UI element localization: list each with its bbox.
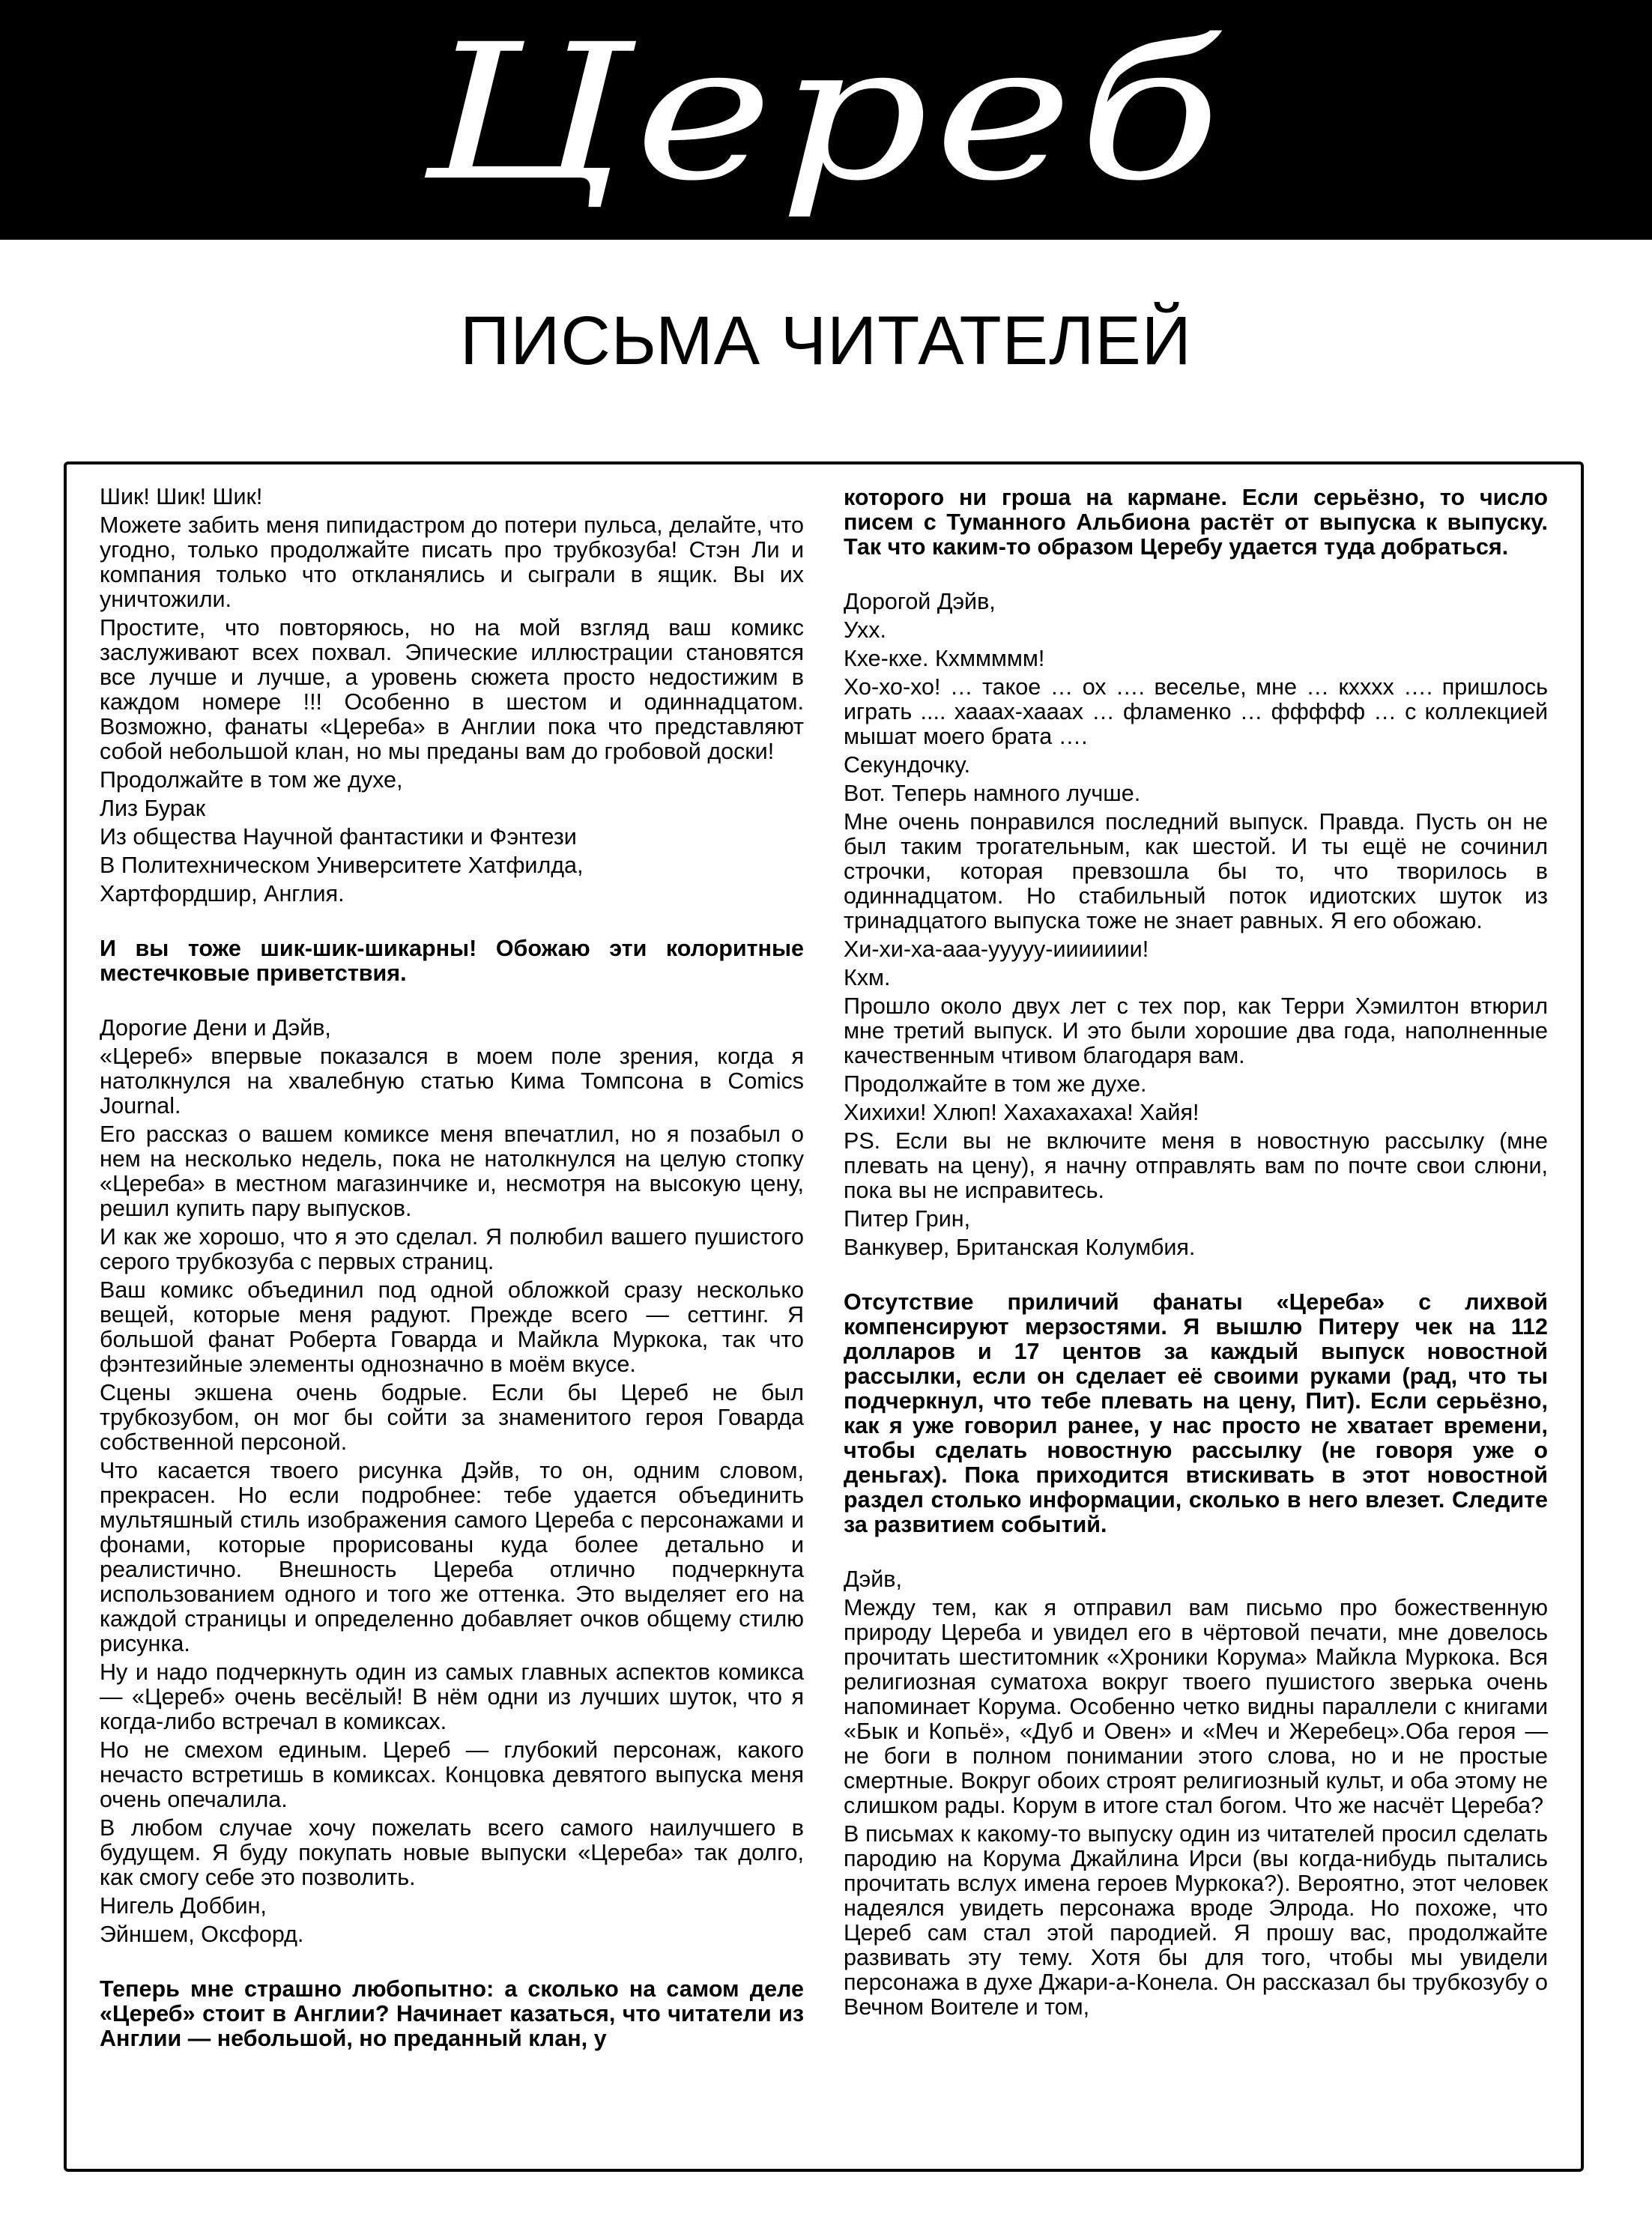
letter-paragraph: Между тем, как я отправил вам письмо про божественную природу Цереба и увидел его в чёртовой печати, мне довелось прочитать шеститомник «Хроники Корума» Майкла Муркока. Вся религиозная суматоха вокруг твоего пушистого зверька очень напоминает Корума. Особенно четко видны параллели с книгами «Бык и Копьё», «Дуб и Овен» и «Меч и Жеребец».Оба героя — не боги в полном понимании этого слова, но и не простые смертные. Вокруг обоих строят религиозный культ, и оба этому не слишком рады. Корум в итоге стал богом. Что же насчёт Цереба? xyxy=(844,1595,1548,1818)
letter-paragraph: Дэйв, xyxy=(844,1566,902,1592)
letter-paragraph: Дорогие Дени и Дэйв, xyxy=(100,1015,331,1041)
editor-reply-paragraph: которого ни гроша на кармане. Если серьёзно, то число писем с Туманного Альбиона растёт от выпуска к выпуску. Так что каким-то образом Церебу удается туда добраться. xyxy=(844,485,1548,560)
letter-paragraph: Его рассказ о вашем комиксе меня впечатлил, но я позабыл о нем на несколько недель, пока не натолкнулся на целую стопку «Цереба» в местном магазинчике и, несмотря на высокую цену, решил купить пару выпусков. xyxy=(100,1121,804,1221)
letter-paragraph: «Цереб» впервые показался в моем поле зрения, когда я натолкнулся на хвалебную статью Кима Томпсона в Comics Journal. xyxy=(100,1044,804,1118)
letter-paragraph: Сцены экшена очень бодрые. Если бы Цереб не был трубкозубом, он мог бы сойти за знаменитого героя Говарда собственной персоной. xyxy=(100,1380,804,1455)
left-column xyxy=(100,485,804,2055)
letter-paragraph: Можете забить меня пипидастром до потери пульса, делайте, что угодно, только продолжайте писать про трубкозуба! Стэн Ли и компания только что откланялись и сыграли в ящик. Вы их уничтожили. xyxy=(100,512,804,612)
letter-paragraph: В письмах к какому-то выпуску один из читателей просил сделать пародию на Корума Джайлина Ирси (вы когда-нибудь пытались прочитать вслух имена героев Муркока?). Вероятно, этот человек надеялся увидеть персонажа вроде Элрода. Но похоже, что Цереб сам стал этой пародией. Я прошу вас, продолжайте развивать эту тему. Хотя бы для того, чтобы мы увидели персонажа в духе Джари-а-Конела. Он рассказал бы трубкозубу о Вечном Воителе и том, xyxy=(844,1821,1548,2020)
letter-paragraph: Продолжайте в том же духе. xyxy=(844,1071,1147,1097)
letter-paragraph: Прошло около двух лет с тех пор, как Терри Хэмилтон втюрил мне третий выпуск. И это были хорошие два года, наполненные качественным чтивом благодаря вам. xyxy=(844,993,1548,1068)
letter-paragraph: Мне очень понравился последний выпуск. Правда. Пусть он не был таким трогательным, как шестой. И ты ещё не сочинил строчки, которая превзошла бы то, что творилось в одиннадцатом. Но стабильный поток идиотских шуток из тринадцатого выпуска тоже не знает равных. Я его обожаю. xyxy=(844,809,1548,933)
letter-paragraph: Кхе-кхе. Кхммммм! xyxy=(844,646,1045,671)
letter-paragraph: Но не смехом единым. Цереб — глубокий персонаж, какого нечасто встретишь в комиксах. Концовка девятого выпуска меня очень опечалила. xyxy=(100,1737,804,1812)
letter-paragraph: Простите, что повторяюсь, но на мой взгляд ваш комикс заслуживают всех похвал. Эпические иллюстрации становятся все лучше и лучше, а уровень сюжета просто недостижим в каждом номере !!! Особенно в шестом и одиннадцатом. Возможно, фанаты «Цереба» в Англии пока что представляют собой небольшой клан, но мы преданы вам до гробовой доски! xyxy=(100,615,804,764)
letter-paragraph: Что касается твоего рисунка Дэйв, то он, одним словом, прекрасен. Но если подробнее: тебе удается объединить мультяшный стиль изображения самого Цереба с персонажами и фонами, которые прорисованы куда более детально и реалистично. Внешность Цереба отлично подчеркнута использованием одного и того же оттенка. Это выделяет его на каждой страницы и определенно добавляет очков общему стилю рисунка. xyxy=(100,1458,804,1656)
editor-reply-paragraph: Теперь мне страшно любопытно: а сколько на самом деле «Цереб» стоит в Англии? Начинает казаться, что читатели из Англии — небольшой, но преданный клан, у xyxy=(100,1976,804,2051)
letter-paragraph: Секундочку. xyxy=(844,752,971,778)
logo-title: Цереб xyxy=(425,4,1227,222)
letter-paragraph: Ванкувер, Британская Колумбия. xyxy=(844,1235,1196,1260)
letter-paragraph: Дорогой Дэйв, xyxy=(844,589,996,614)
letter-paragraph: И как же хорошо, что я это сделал. Я полюбил вашего пушистого серого трубкозуба с первых страниц. xyxy=(100,1224,804,1274)
letter-paragraph: Лиз Бурак xyxy=(100,796,206,821)
editor-reply-paragraph: И вы тоже шик-шик-шикарны! Обожаю эти колоритные местечковые приветствия. xyxy=(100,936,804,986)
letter-paragraph: Хо-хо-хо! … такое … ох …. веселье, мне … кхххх …. пришлось играть .... хааах-хааах … фламенко … ффффф … с коллекцией мышат моего брата …. xyxy=(844,674,1548,749)
letter-paragraph: Хи-хи-ха-ааа-ууууу-иииииии! xyxy=(844,936,1149,962)
letter-paragraph: В Политехническом Университете Хатфилда, xyxy=(100,853,584,878)
letter-paragraph: Питер Грин, xyxy=(844,1206,971,1232)
masthead xyxy=(0,0,1652,240)
section-title: ПИСЬМА ЧИТАТЕЛЕЙ xyxy=(460,303,1192,379)
letter-paragraph: Ухх. xyxy=(844,617,886,643)
letter-paragraph: Из общества Научной фантастики и Фэнтези xyxy=(100,824,577,850)
letter-paragraph: Хартфордшир, Англия. xyxy=(100,881,345,906)
letter-paragraph: Кхм. xyxy=(844,965,891,990)
letter-paragraph: Нигель Доббин, xyxy=(100,1893,267,1919)
letter-paragraph: Хихихи! Хлюп! Хахахахаха! Хайя! xyxy=(844,1100,1199,1125)
letter-paragraph: Ваш комикс объединил под одной обложкой сразу несколько вещей, которые меня радуют. Прежде всего — сеттинг. Я большой фанат Роберта Говарда и Майкла Муркока, так что фэнтезийные элементы однозначно в моём вкусе. xyxy=(100,1277,804,1377)
letter-paragraph: PS. Если вы не включите меня в новостную рассылку (мне плевать на цену), я начну отправлять вам по почте свои слюни, пока вы не исправитесь. xyxy=(844,1128,1548,1203)
right-column xyxy=(844,485,1548,2023)
letter-paragraph: В любом случае хочу пожелать всего самого наилучшего в будущем. Я буду покупать новые выпуски «Цереба» так долго, как смогу себе это позволить. xyxy=(100,1815,804,1890)
letter-paragraph: Эйншем, Оксфорд. xyxy=(100,1922,304,1947)
letter-paragraph: Шик! Шик! Шик! xyxy=(100,484,263,509)
letter-paragraph: Ну и надо подчеркнуть один из самых главных аспектов комикса — «Цереб» очень весёлый! В нём одни из лучших шуток, что я когда-либо встречал в комиксах. xyxy=(100,1659,804,1734)
editor-reply-paragraph: Отсутствие приличий фанаты «Цереба» с лихвой компенсируют мерзостями. Я вышлю Питеру чек на 112 долларов и 17 центов за каждый выпуск новостной рассылки, если он сделает её своими руками (рад, что ты подчеркнул, что тебе плевать на цену, Пит). Если серьёзно, как я уже говорил ранее, у нас просто не хватает времени, чтобы сделать новостную рассылку (не говоря уже о деньгах). Пока приходится втискивать в этот новостной раздел столько информации, сколько в него влезет. Следите за развитием событий. xyxy=(844,1289,1548,1537)
letter-paragraph: Вот. Теперь намного лучше. xyxy=(844,781,1141,806)
letter-paragraph: Продолжайте в том же духе, xyxy=(100,767,403,793)
